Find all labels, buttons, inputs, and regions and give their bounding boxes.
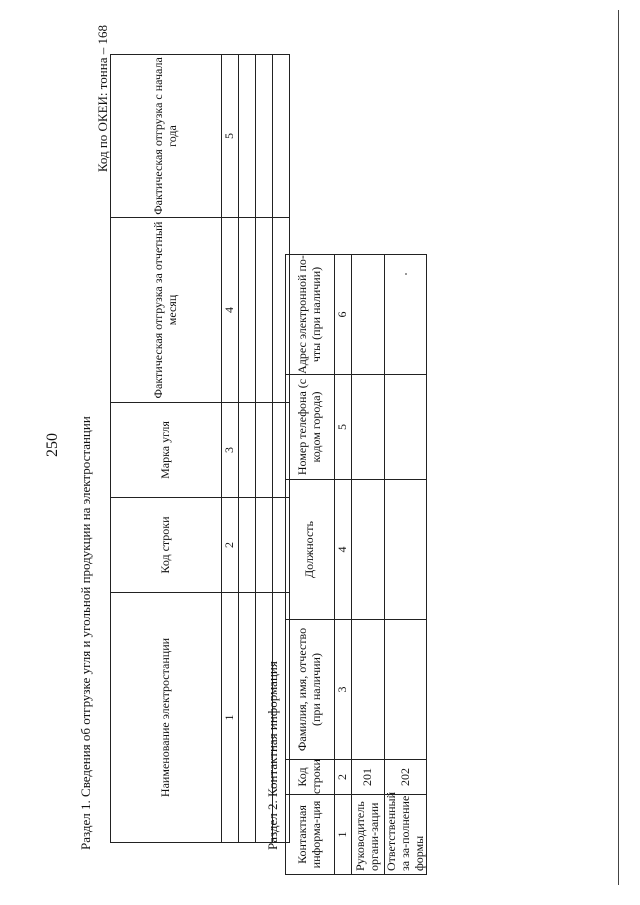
empty-cell [239, 218, 256, 403]
empty-cell [385, 480, 427, 620]
scan-speck [405, 273, 407, 275]
section1-number-row [222, 55, 239, 843]
empty-cell [385, 375, 427, 480]
section1-header-row [111, 55, 222, 843]
empty-cell [352, 480, 385, 620]
empty-cell [239, 498, 256, 593]
header-contact-info: Контактная информа-ция [286, 795, 335, 875]
empty-cell [239, 55, 256, 218]
empty-cell [256, 218, 273, 403]
empty-cell [239, 403, 256, 498]
table-row [352, 255, 385, 875]
header-coal-grade: Марка угля [111, 403, 222, 498]
okei-code: Код по ОКЕИ: тонна – 168 [95, 25, 110, 173]
section1-table [110, 54, 290, 843]
header-phone: Номер телефона (с кодом города) [286, 375, 335, 480]
row-label: Руководитель органи-зации [352, 795, 385, 875]
col-number: 6 [335, 255, 352, 375]
col-number: 5 [335, 375, 352, 480]
empty-cell [352, 255, 385, 375]
empty-cell [273, 55, 290, 218]
empty-cell [256, 55, 273, 218]
bottom-rule [618, 10, 619, 885]
header-position: Должность [286, 480, 335, 620]
section1-title: Раздел 1. Сведения об отгрузке угля и угольной продукции на электростанции [78, 416, 93, 850]
header-shipment-month: Фактическая отгрузка за отчетный месяц [111, 218, 222, 403]
col-number: 1 [335, 795, 352, 875]
section2-header-row [286, 255, 335, 875]
empty-cell [352, 620, 385, 760]
header-station-name: Наименование электростанции [111, 593, 222, 843]
col-number: 2 [222, 498, 239, 593]
header-shipment-year: Фактическая отгрузка с начала года [111, 55, 222, 218]
row-code: 202 [385, 760, 427, 795]
col-number: 3 [222, 403, 239, 498]
section2-title: Раздел 2. Контактная информация [265, 661, 280, 850]
page-number: 250 [44, 433, 61, 457]
section2-table [285, 254, 427, 875]
row-label: Ответственный за за-полнение формы [385, 795, 427, 875]
col-number: 1 [222, 593, 239, 843]
header-full-name: Фамилия, имя, отчество (при наличии) [286, 620, 335, 760]
empty-cell [239, 593, 256, 843]
header-row-code: Код строки [111, 498, 222, 593]
col-number: 4 [222, 218, 239, 403]
col-number: 4 [335, 480, 352, 620]
row-code: 201 [352, 760, 385, 795]
header-email: Адрес электронной по-чты (при наличии) [286, 255, 335, 375]
section2-number-row [335, 255, 352, 875]
col-number: 2 [335, 760, 352, 795]
col-number: 3 [335, 620, 352, 760]
table-row [239, 55, 256, 843]
empty-cell [385, 620, 427, 760]
header-row-code: Код строки [286, 760, 335, 795]
empty-cell [352, 375, 385, 480]
table-row [385, 255, 427, 875]
col-number: 5 [222, 55, 239, 218]
